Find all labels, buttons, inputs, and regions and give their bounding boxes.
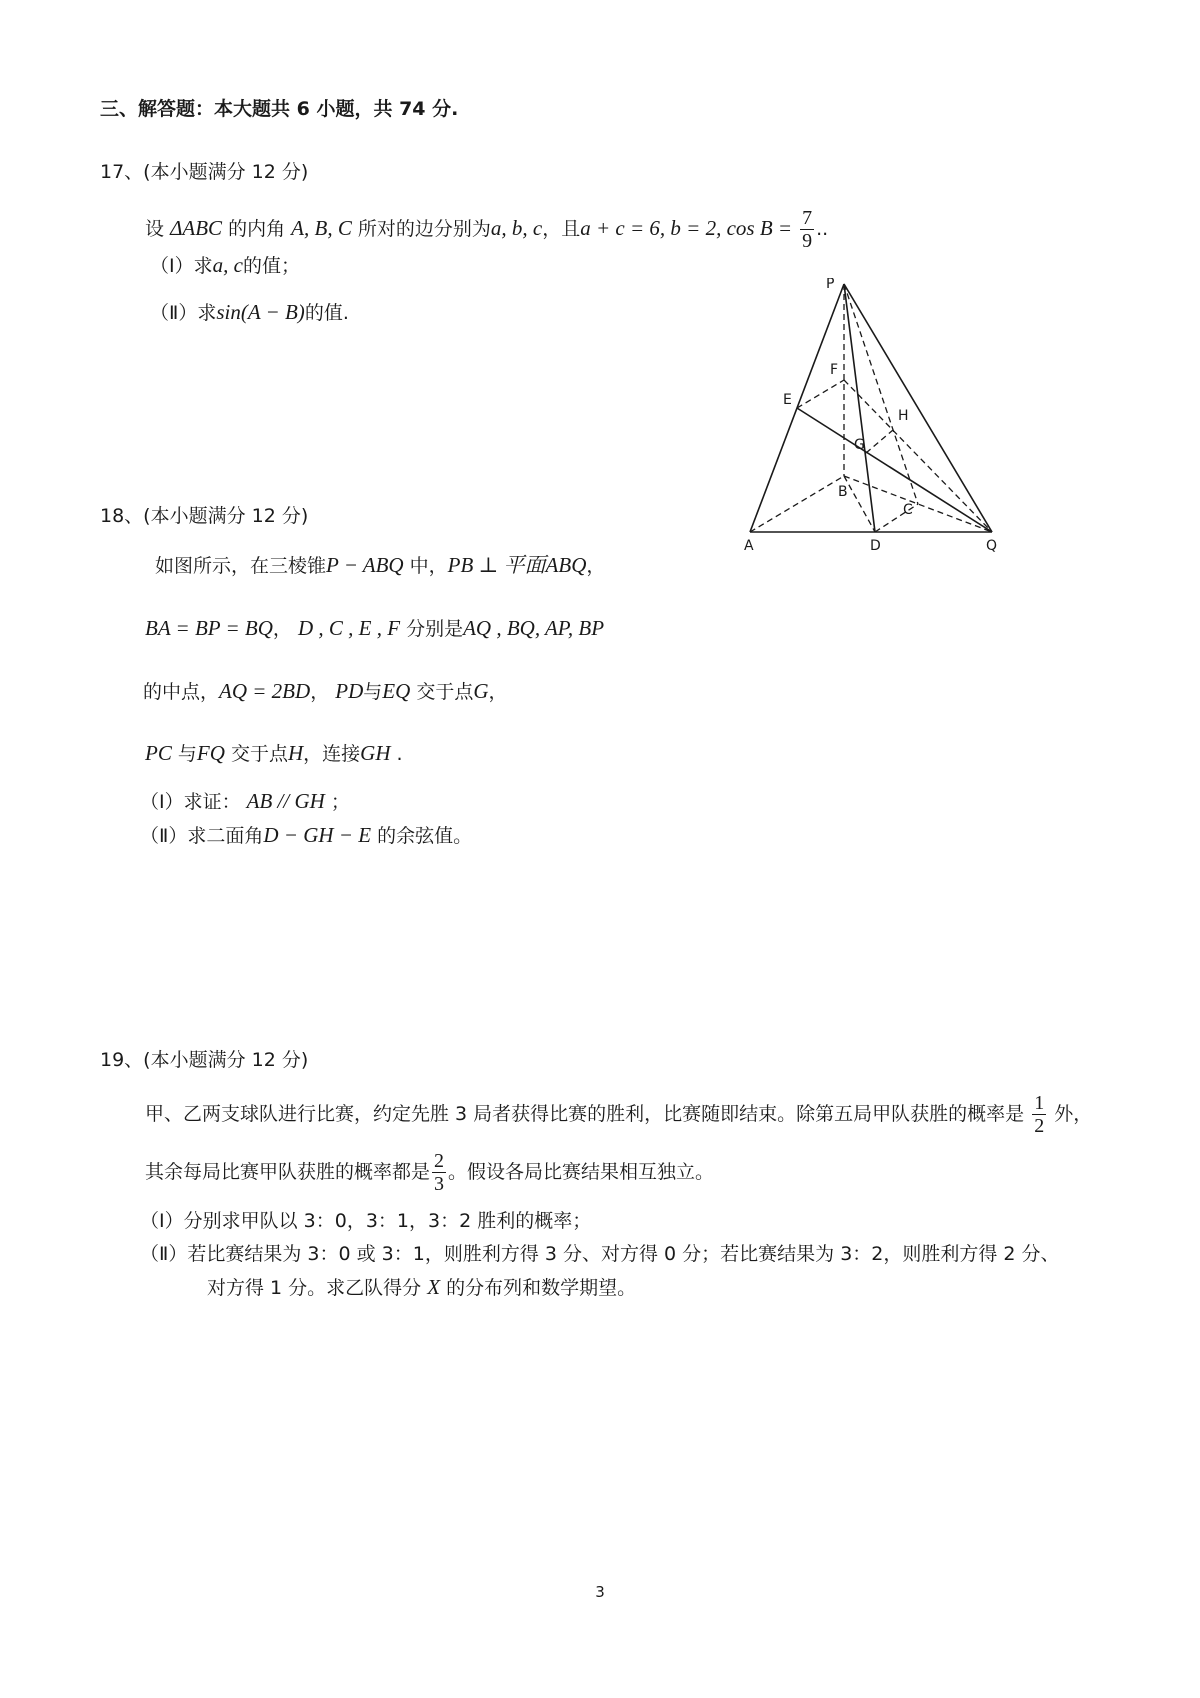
q17-part1 bbox=[150, 253, 300, 278]
pyramid-figure bbox=[740, 278, 1000, 558]
q18-part1-text: ； bbox=[330, 791, 350, 813]
q19-part2-line2 bbox=[207, 1275, 636, 1300]
label-B: B bbox=[838, 484, 848, 500]
fraction-numerator: 7 bbox=[802, 207, 813, 229]
q19-fraction-half bbox=[1032, 1092, 1046, 1137]
q19-header: 19、(本小题满分 12 分) bbox=[100, 1049, 309, 1071]
segment-BD bbox=[844, 476, 875, 532]
q18-math: GH bbox=[360, 741, 391, 765]
label-E: E bbox=[783, 392, 792, 408]
q18-math: D , C , E , F bbox=[297, 616, 401, 640]
label-G: G bbox=[854, 437, 865, 453]
q19-line1 bbox=[145, 1092, 1092, 1137]
q17-part2-math: sin(A − B) bbox=[216, 300, 305, 324]
pyramid-diagram bbox=[740, 278, 1000, 558]
q18-math: BA = BP = BQ bbox=[145, 616, 273, 640]
q17-header: 17、(本小题满分 12 分) bbox=[100, 161, 309, 183]
fraction-numerator: 2 bbox=[434, 1150, 445, 1172]
segment-GH bbox=[866, 430, 893, 453]
q19-text: 。假设各局比赛结果相互独立。 bbox=[448, 1161, 715, 1183]
q18-math: FQ bbox=[196, 741, 225, 765]
q18-text: . bbox=[396, 743, 403, 765]
q18-part2-text: 的余弦值。 bbox=[377, 825, 473, 847]
q18-text: 交于点 bbox=[230, 743, 288, 765]
q18-part2 bbox=[140, 823, 472, 848]
q17-stem-text: 设 bbox=[145, 218, 165, 240]
q18-text: 交于点 bbox=[416, 681, 474, 703]
q19-math: X bbox=[427, 1275, 441, 1299]
q17-triangle: ΔABC bbox=[170, 216, 223, 240]
q18-text: 分别是 bbox=[406, 618, 464, 640]
q18-part1 bbox=[140, 789, 350, 814]
q18-text: 与 bbox=[177, 743, 197, 765]
q18-text: 中， bbox=[409, 555, 448, 577]
q19-part2-line1: （Ⅱ）若比赛结果为 3：0 或 3：1，则胜利方得 3 分、对方得 0 分；若比赛结果为 3：2，则胜利方得 2 分、 bbox=[140, 1243, 1060, 1265]
section-heading: 三、解答题：本大题共 6 小题，共 74 分. bbox=[100, 98, 459, 120]
q18-math: AQ , BQ, AP, BP bbox=[463, 616, 605, 640]
q18-math: AQ = 2BD bbox=[219, 679, 311, 703]
q18-part2-text: （Ⅱ）求二面角 bbox=[140, 825, 264, 847]
q17-fraction bbox=[800, 207, 814, 252]
q17-sides: a, b, c bbox=[490, 216, 543, 240]
q18-header: 18、(本小题满分 12 分) bbox=[100, 505, 309, 527]
fraction-denominator: 2 bbox=[1034, 1115, 1045, 1137]
q18-line1 bbox=[155, 553, 605, 578]
label-D: D bbox=[870, 538, 881, 554]
q19-text: 对方得 1 分。求乙队得分 bbox=[207, 1277, 422, 1299]
label-F: F bbox=[830, 362, 839, 378]
label-C: C bbox=[903, 502, 913, 518]
q18-math: PB ⊥ 平面ABQ bbox=[447, 553, 587, 577]
segment-PC bbox=[844, 284, 918, 504]
q17-part2-text: （Ⅱ）求 bbox=[150, 302, 217, 324]
q17-part2-text: 的值. bbox=[304, 302, 349, 324]
label-H: H bbox=[898, 408, 909, 424]
edge-PQ bbox=[844, 284, 992, 532]
q18-text: ， bbox=[310, 681, 330, 703]
segment-PD bbox=[844, 284, 875, 532]
q17-stem-text: 的内角 bbox=[228, 218, 286, 240]
q17-stem-end: .. bbox=[816, 218, 829, 240]
q18-math: PC bbox=[145, 741, 172, 765]
q18-text: ，连接 bbox=[303, 743, 361, 765]
q19-text: 其余每局比赛甲队获胜的概率都是 bbox=[145, 1161, 431, 1183]
q17-stem bbox=[145, 207, 828, 252]
q17-part2 bbox=[150, 300, 349, 325]
q18-text: ， bbox=[488, 681, 508, 703]
q18-math: PD bbox=[335, 679, 364, 703]
q19-text: 甲、乙两支球队进行比赛，约定先胜 3 局者获得比赛的胜利，比赛随即结束。除第五局甲队获胜的概率是 bbox=[145, 1103, 1025, 1125]
fraction-denominator: 3 bbox=[434, 1173, 445, 1195]
segment-EQ bbox=[797, 408, 992, 532]
q19-part1: （Ⅰ）分别求甲队以 3：0，3：1，3：2 胜利的概率； bbox=[140, 1210, 592, 1232]
q17-stem-text: ，且 bbox=[542, 218, 581, 240]
q19-text: 的分布列和数学期望。 bbox=[446, 1277, 637, 1299]
q18-math: H bbox=[287, 741, 304, 765]
q18-text: ， bbox=[272, 618, 292, 640]
label-P: P bbox=[826, 278, 835, 292]
q17-angles: A, B, C bbox=[291, 216, 352, 240]
q18-part2-math: D − GH − E bbox=[263, 823, 372, 847]
q18-math: P − ABQ bbox=[326, 553, 404, 577]
q18-text: 的中点， bbox=[143, 681, 220, 703]
fraction-denominator: 9 bbox=[802, 230, 813, 252]
q18-text: 如图所示，在三棱锥 bbox=[155, 555, 327, 577]
label-Q: Q bbox=[986, 538, 998, 554]
label-A: A bbox=[744, 538, 754, 554]
edge-AB bbox=[750, 476, 844, 532]
q18-text: 与 bbox=[363, 681, 383, 703]
q18-text: ， bbox=[586, 555, 606, 577]
q18-line4 bbox=[145, 741, 403, 766]
q18-math: EQ bbox=[382, 679, 411, 703]
q17-part1-text: （Ⅰ）求 bbox=[150, 255, 213, 277]
q17-part1-text: 的值； bbox=[242, 255, 300, 277]
q18-part1-math: AB // GH bbox=[246, 789, 325, 813]
segment-EF bbox=[797, 380, 844, 408]
q19-line2 bbox=[145, 1150, 714, 1195]
q18-part1-text: （Ⅰ）求证： bbox=[140, 791, 241, 813]
page-number: 3 bbox=[595, 1583, 605, 1601]
q18-math: G bbox=[473, 679, 489, 703]
q17-part1-math: a, c bbox=[212, 253, 243, 277]
fraction-numerator: 1 bbox=[1034, 1092, 1045, 1114]
q17-stem-text: 所对的边分别为 bbox=[357, 218, 491, 240]
q18-line2 bbox=[145, 616, 604, 641]
q18-line3 bbox=[143, 679, 508, 704]
q17-condition: a + c = 6, b = 2, cos B = bbox=[580, 216, 793, 240]
q19-fraction-two-thirds bbox=[432, 1150, 446, 1195]
q19-text: 外， bbox=[1054, 1103, 1093, 1125]
